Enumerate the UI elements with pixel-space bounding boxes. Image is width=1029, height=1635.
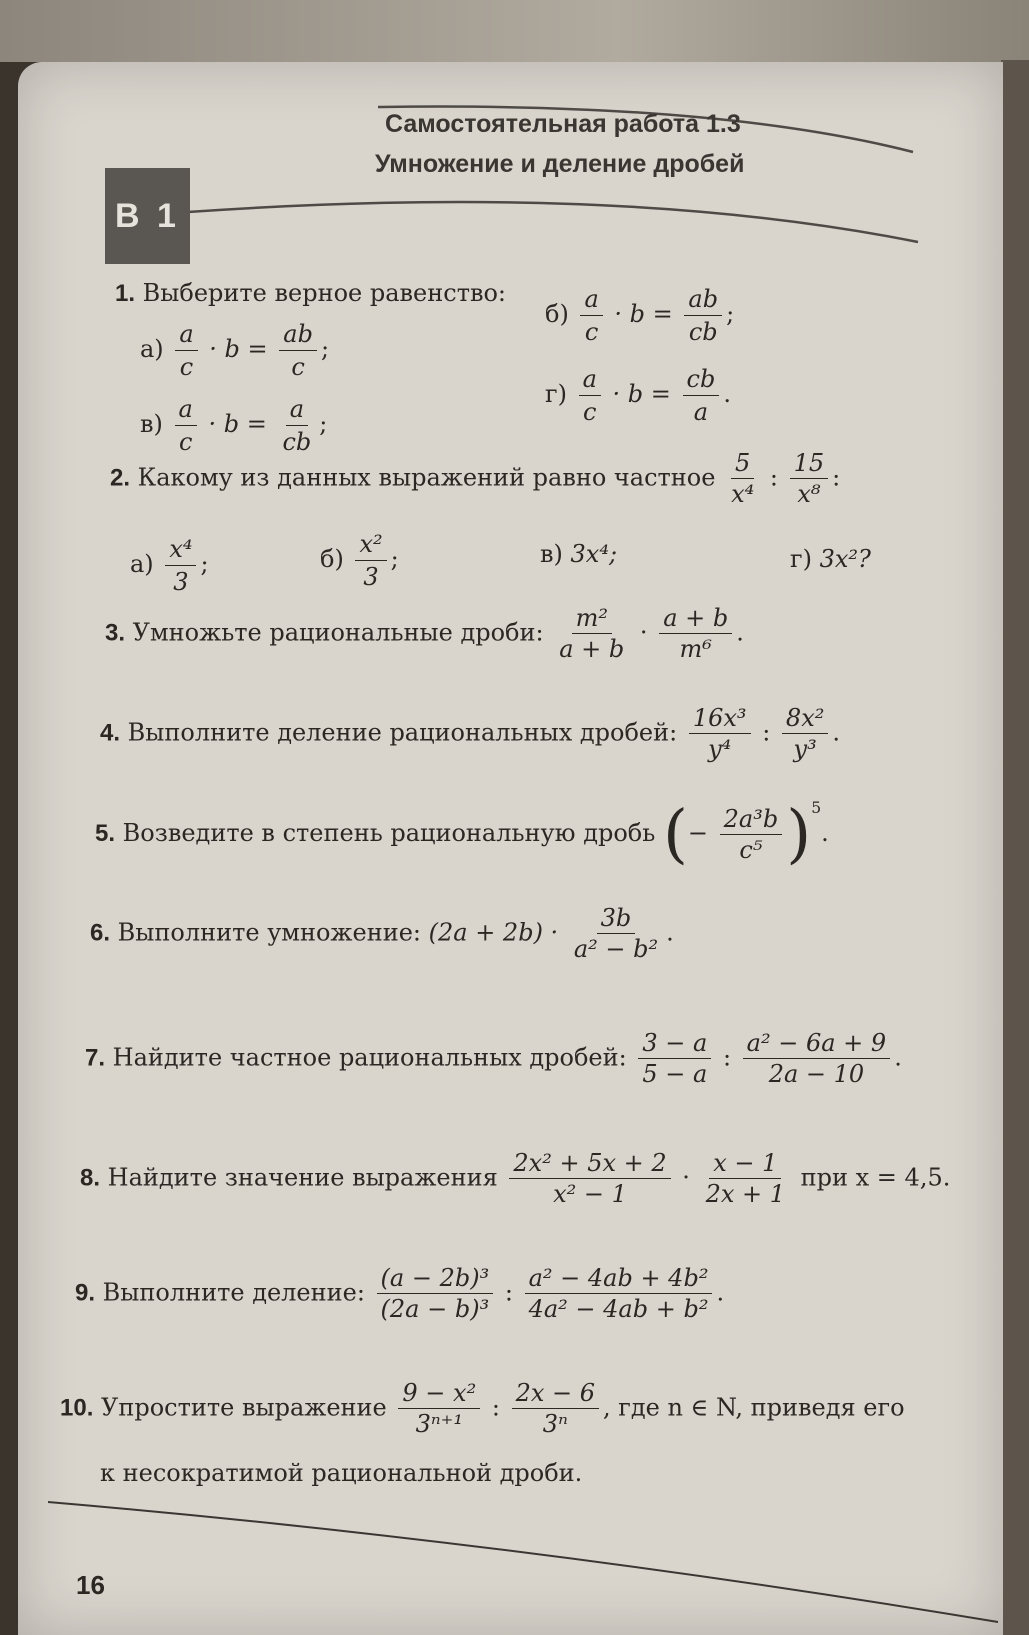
operator: · b =	[612, 380, 671, 408]
punctuation: ;	[320, 335, 330, 363]
fraction	[720, 806, 783, 864]
numerator: a² − 4ab + 4b²	[525, 1265, 713, 1294]
question-10	[60, 1380, 905, 1438]
question-5	[95, 797, 829, 872]
operator: :	[769, 463, 778, 492]
question-text: к несократимой рациональной дроби.	[100, 1459, 583, 1487]
question-text: Упростите выражение	[101, 1393, 387, 1422]
question-number: 5.	[95, 820, 116, 847]
numerator: m²	[572, 605, 612, 634]
denominator: 3	[363, 563, 379, 591]
denominator: x⁸	[797, 480, 821, 509]
denominator: 4a² − 4ab + b²	[528, 1295, 709, 1324]
table-surface	[0, 0, 1029, 62]
fraction	[638, 1030, 711, 1088]
numerator: a² − 6a + 9	[743, 1030, 891, 1059]
page-title: Самостоятельная работа 1.3	[385, 110, 741, 138]
operator: :	[762, 718, 771, 747]
denominator: a² − b²	[573, 935, 659, 964]
fraction	[509, 1150, 670, 1208]
punctuation: ;	[319, 410, 328, 438]
fraction	[683, 365, 720, 426]
punctuation: :	[832, 463, 841, 492]
numerator: 3b	[597, 905, 636, 934]
numerator: 15	[790, 450, 829, 479]
numerator: x⁴	[165, 535, 196, 566]
minus-sign: −	[687, 819, 709, 847]
question-text: Найдите значение выражения	[107, 1163, 498, 1192]
denominator: x⁴	[731, 480, 755, 509]
fraction	[377, 1265, 494, 1323]
question-number: 2.	[110, 464, 131, 492]
expression: 3x²?	[819, 545, 871, 573]
question-text: Умножьте рациональные дроби:	[132, 618, 544, 647]
numerator: a	[579, 365, 601, 396]
punctuation: .	[666, 918, 674, 947]
question-text: Выберите верное равенство:	[142, 279, 507, 307]
denominator: c⁵	[739, 836, 763, 864]
fraction	[278, 395, 315, 456]
question-number: 1.	[115, 280, 136, 307]
question-8	[80, 1150, 950, 1208]
numerator: x²	[355, 530, 386, 561]
question-4	[100, 705, 840, 763]
fraction	[689, 705, 751, 763]
option-label: г)	[545, 380, 567, 408]
operator: :	[504, 1278, 513, 1307]
punctuation: .	[894, 1043, 902, 1072]
numerator: a	[286, 395, 308, 426]
option-v	[540, 540, 617, 568]
numerator: a	[175, 320, 197, 351]
denominator: x² − 1	[553, 1180, 627, 1209]
denominator: 2x + 1	[705, 1180, 786, 1209]
denominator: 5 − a	[642, 1060, 708, 1089]
option-v	[140, 395, 327, 456]
question-text: Выполните деление рациональных дробей:	[127, 718, 678, 747]
question-number: 8.	[80, 1164, 101, 1192]
question-text: Выполните умножение:	[117, 918, 421, 947]
operator: · b =	[614, 300, 673, 328]
open-paren: (	[662, 797, 688, 872]
fraction	[512, 1380, 599, 1438]
operator: ·	[682, 1163, 690, 1192]
denominator: m⁶	[679, 635, 712, 664]
numerator: a + b	[659, 605, 732, 634]
fraction	[175, 320, 197, 381]
denominator: c	[178, 428, 193, 456]
condition-text: , где n ∈ N, приведя его	[603, 1393, 905, 1422]
operator: :	[491, 1393, 500, 1422]
fraction	[175, 395, 197, 456]
punctuation: .	[736, 618, 744, 647]
denominator: c	[584, 318, 599, 346]
punctuation: .	[723, 380, 731, 408]
punctuation: ;	[726, 300, 735, 328]
numerator: 2x² + 5x + 2	[509, 1150, 670, 1179]
question-6	[90, 905, 674, 963]
fraction	[555, 605, 628, 663]
question-number: 6.	[90, 919, 111, 947]
question-7	[85, 1030, 902, 1088]
question-3	[105, 605, 744, 663]
question-number: 3.	[105, 619, 126, 647]
denominator: cb	[282, 428, 312, 456]
option-a	[130, 535, 209, 596]
denominator: (2a − b)³	[380, 1295, 490, 1324]
option-label: а)	[130, 550, 154, 578]
fraction	[580, 285, 602, 346]
question-1	[115, 280, 506, 307]
punctuation: ;	[200, 550, 209, 578]
question-text: Возведите в степень рациональную дробь	[122, 819, 656, 847]
fraction	[727, 450, 758, 508]
question-text: Выполните деление:	[102, 1278, 365, 1307]
fraction	[702, 1150, 789, 1208]
fraction	[355, 530, 386, 591]
question-number: 4.	[100, 719, 121, 747]
numerator: ab	[279, 320, 317, 351]
denominator: 3	[173, 568, 189, 596]
option-label: г)	[790, 545, 812, 573]
fraction	[684, 285, 722, 346]
denominator: y⁴	[708, 735, 732, 764]
numerator: cb	[683, 365, 720, 396]
numerator: 9 − x²	[398, 1380, 480, 1409]
numerator: x − 1	[709, 1150, 781, 1179]
denominator: c	[291, 353, 305, 381]
book-edge	[1001, 60, 1029, 1635]
close-paren: )	[786, 797, 812, 872]
denominator: a	[693, 398, 709, 426]
fraction	[570, 905, 662, 963]
question-number: 9.	[75, 1279, 96, 1307]
option-label: в)	[540, 540, 563, 568]
numerator: (a − 2b)³	[377, 1265, 494, 1294]
punctuation: .	[821, 819, 829, 847]
numerator: a	[175, 395, 197, 426]
option-label: в)	[140, 410, 163, 438]
numerator: 3 − a	[638, 1030, 711, 1059]
punctuation: ;	[390, 545, 399, 573]
option-g	[790, 545, 871, 573]
option-label: б)	[320, 545, 344, 573]
option-label: б)	[545, 300, 569, 328]
fraction	[782, 705, 828, 763]
fraction	[659, 605, 732, 663]
option-a	[140, 320, 329, 381]
numerator: 2x − 6	[512, 1380, 599, 1409]
variant-badge: В 1	[105, 168, 190, 264]
numerator: 2a³b	[720, 806, 783, 835]
question-10-continuation	[100, 1460, 582, 1486]
expression: 3x⁴;	[570, 540, 618, 568]
numerator: a	[580, 285, 602, 316]
operator: · b =	[209, 335, 268, 363]
operator: ·	[639, 618, 648, 647]
option-b	[545, 285, 734, 346]
fraction	[165, 535, 196, 596]
exponent: 5	[811, 799, 822, 817]
denominator: y³	[793, 735, 817, 764]
question-number: 10.	[60, 1394, 94, 1422]
option-g	[545, 365, 731, 426]
operator: :	[722, 1043, 732, 1072]
page-number: 16	[76, 1570, 105, 1600]
question-text: Какому из данных выражений равно частное	[137, 463, 716, 492]
question-text: Найдите частное рациональных дробей:	[112, 1043, 627, 1072]
option-label: а)	[140, 335, 164, 363]
question-9	[75, 1265, 724, 1323]
fraction	[525, 1265, 713, 1323]
punctuation: .	[832, 718, 840, 747]
numerator: 8x²	[782, 705, 828, 734]
numerator: 16x³	[689, 705, 751, 734]
denominator: 2a − 10	[768, 1060, 865, 1089]
fraction	[398, 1380, 480, 1438]
fraction	[743, 1030, 891, 1088]
page-subtitle: Умножение и деление дробей	[375, 150, 745, 178]
option-b	[320, 530, 399, 591]
fraction	[279, 320, 317, 381]
fraction	[790, 450, 829, 508]
denominator: cb	[688, 318, 718, 346]
punctuation: .	[716, 1278, 725, 1307]
fraction	[579, 365, 601, 426]
denominator: c	[583, 398, 597, 426]
operator: · b =	[208, 410, 267, 438]
denominator: a + b	[559, 635, 625, 664]
numerator: ab	[684, 285, 722, 316]
question-2	[110, 450, 840, 508]
denominator: 3ⁿ	[542, 1410, 568, 1439]
numerator: 5	[731, 450, 754, 479]
denominator: c	[179, 353, 194, 381]
condition-text: при x = 4,5.	[800, 1163, 951, 1192]
denominator: 3ⁿ⁺¹	[415, 1410, 463, 1439]
expression: (2a + 2b) ·	[428, 918, 559, 947]
question-number: 7.	[85, 1044, 106, 1072]
